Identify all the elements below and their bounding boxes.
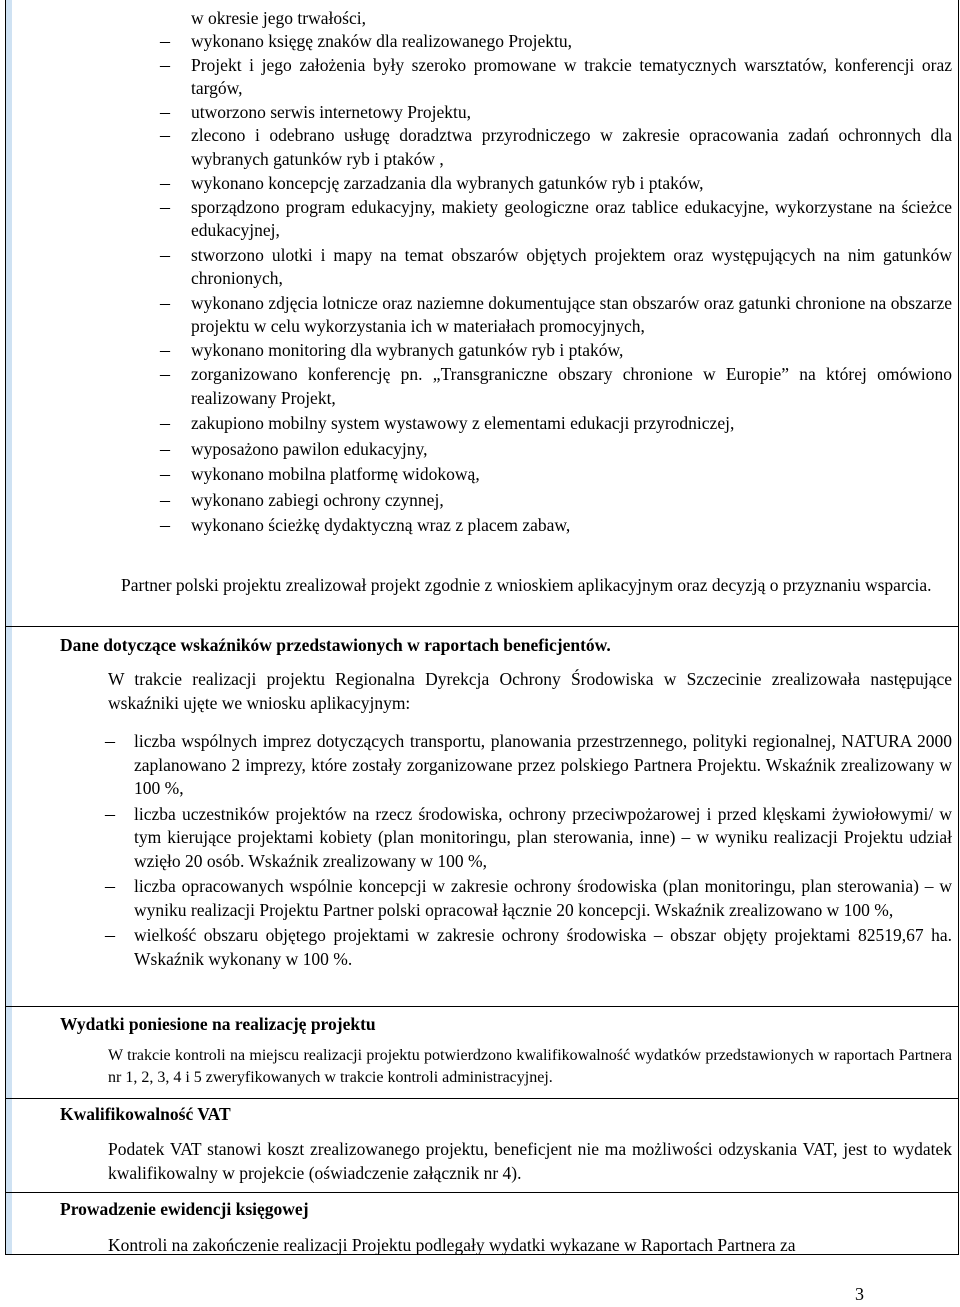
list-item: – stworzono ulotki i mapy na temat obszarów objętych projektem oraz występujących na nim gatunków chronionych, [191,244,952,291]
divider [5,1192,959,1193]
indicators-list [134,730,952,971]
divider [5,1006,959,1007]
accounting-text: Kontroli na zakończenie realizacji Projektu podlegały wydatki wykazane w Raportach Partnera za [108,1235,796,1255]
list-item: – wielkość obszaru objętego projektami w zakresie ochrony środowiska – obszar objęty projektami 82519,67 ha. Wskaźnik wykonany w 100 %. [134,924,952,971]
list-item: – wyposażono pawilon edukacyjny, [191,438,952,462]
section-heading-expenses: Wydatki poniesione na realizację projektu [60,1014,376,1034]
vat-text: Podatek VAT stanowi koszt zrealizowanego projektu, beneficjent nie ma możliwości odzyskania VAT, jest to wydatek kwalifikowalny w projekcie (oświadczenie załącznik nr 4). [108,1139,952,1183]
list-item: – wykonano zabiegi ochrony czynnej, [191,489,952,513]
section-heading-vat: Kwalifikowalność VAT [60,1104,231,1124]
list-item: – wykonano mobilna platformę widokową, [191,463,952,487]
page-number: 3 [855,1284,864,1304]
list-item: – wykonano księgę znaków dla realizowanego Projektu, [191,30,952,54]
list-item: – zlecono i odebrano usługę doradztwa przyrodniczego w zakresie opracowania zadań ochronnych dla wybranych gatunków ryb i ptaków , [191,124,952,171]
list-item: – liczba uczestników projektów na rzecz środowiska, ochrony przeciwpożarowej i przed klęskami żywiołowymi/ w tym kierujące projektami kobiety (plan monitoringu, plan sterowania, inne) – w wyniku realizacji Projektu udział wzięło 20 osób. Wskaźnik zrealizowany w 100 %, [134,803,952,874]
section-heading-accounting: Prowadzenie ewidencji księgowej [60,1199,309,1219]
list-item: – Projekt i jego założenia były szeroko promowane w trakcie tematycznych warsztatów, konferencji oraz targów, [191,54,952,101]
list-item: – zorganizowano konferencję pn. „Transgraniczne obszary chronione w Europie” na której omówiono realizowany Projekt, [191,363,952,410]
list-item: – utworzono serwis internetowy Projektu, [191,101,952,125]
partner-paragraph: Partner polski projektu zrealizował projekt zgodnie z wnioskiem aplikacyjnym oraz decyzją o przyznaniu wsparcia. [121,575,932,595]
list-item: – sporządzono program edukacyjny, makiety geologiczne oraz tablice edukacyjne, wykorzystane na ścieżce edukacyjnej, [191,196,952,243]
section-heading-indicators: Dane dotyczące wskaźników przedstawionych w raportach beneficjentów. [60,635,611,655]
list-item: – liczba opracowanych wspólnie koncepcji w zakresie ochrony środowiska (plan monitoringu, plan sterowania) – w wyniku realizacji Projektu Partner polski opracował łącznie 20 koncepcji. Wskaźnik zrealizowano w 100 %, [134,875,952,922]
list-item: – liczba wspólnych imprez dotyczących transportu, planowania przestrzennego, polityki regionalnej, NATURA 2000 zaplanowano 2 imprezy, które zostały zorganizowane przez polskiego Partnera Projektu. Wskaźnik zrealizowany w 100 %, [134,730,952,801]
expenses-text: W trakcie kontroli na miejscu realizacji projektu potwierdzono kwalifikowalność wydatków przedstawionych w raportach Partnera nr 1, 2, 3, 4 i 5 zweryfikowanych w trakcie kontroli administracyjnej. [108,1047,952,1086]
activities-list [191,30,952,538]
divider [5,1098,959,1099]
continuation-text: w okresie jego trwałości, [191,8,366,28]
list-item: – wykonano zdjęcia lotnicze oraz naziemne dokumentujące stan obszarów oraz gatunki chronione na obszarze projektu w celu wykorzystania ich w materiałach promocyjnych, [191,292,952,339]
list-item: – zakupiono mobilny system wystawowy z elementami edukacji przyrodniczej, [191,412,952,436]
list-item: – wykonano monitoring dla wybranych gatunków ryb i ptaków, [191,339,952,363]
list-item: – wykonano ścieżkę dydaktyczną wraz z placem zabaw, [191,514,952,538]
indicators-intro: W trakcie realizacji projektu Regionalna Dyrekcja Ochrony Środowiska w Szczecinie zrealizowała następujące wskaźniki ujęte we wniosku aplikacyjnym: [108,669,952,713]
divider [5,626,959,627]
list-item: – wykonano koncepcję zarzadzania dla wybranych gatunków ryb i ptaków, [191,172,952,196]
